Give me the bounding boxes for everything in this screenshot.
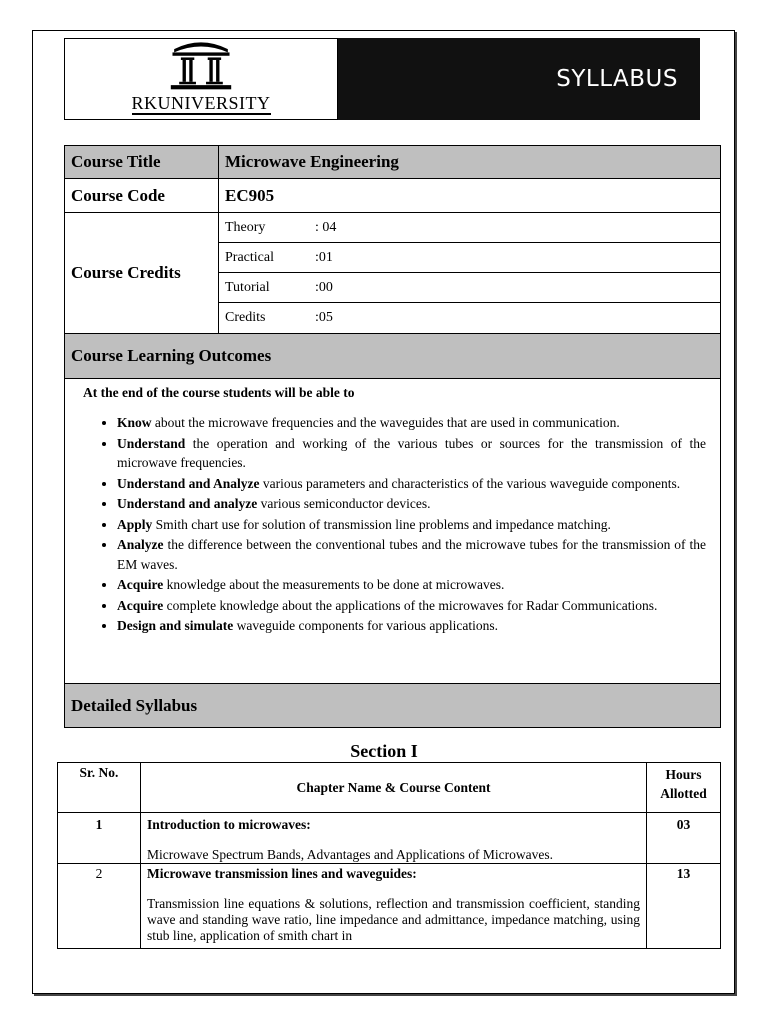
outcome-item: • Understand and analyze various semiconductor devices. (117, 494, 706, 514)
section-title: Section I (350, 741, 418, 761)
detailed-syllabus-heading: Detailed Syllabus (65, 684, 721, 728)
row-chapter (141, 813, 647, 864)
outcome-item: • Apply Smith chart use for solution of transmission line problems and impedance matching. (117, 515, 706, 535)
course-title-value: Microwave Engineering (219, 146, 721, 179)
row-sr: 2 (58, 864, 141, 949)
section-table-header (58, 763, 721, 813)
chapter-content: Microwave Spectrum Bands, Advantages and Applications of Microwaves. (147, 847, 554, 862)
row-sr: 1 (58, 813, 141, 864)
outcome-item: • Know about the microwave frequencies and the waveguides that are used in communication. (117, 413, 706, 433)
col-chapter: Chapter Name & Course Content (141, 763, 647, 813)
credit-theory: Theory : 04 (219, 213, 721, 243)
course-code-row (65, 179, 721, 213)
detailed-syllabus-row (65, 684, 721, 728)
outcome-item: • Acquire knowledge about the measurements to be done at microwaves. (117, 575, 706, 595)
col-sr-no: Sr. No. (58, 763, 141, 813)
table-row (58, 813, 721, 864)
pillars-logo-icon (161, 39, 241, 91)
chapter-title: Introduction to microwaves: (147, 817, 311, 832)
credit-practical: Practical :01 (219, 243, 721, 273)
table-row (58, 864, 721, 949)
credit-row (65, 213, 721, 243)
outcomes-row (65, 379, 721, 684)
logo-text: RKUNIVERSITY (131, 93, 271, 113)
credit-tutorial: Tutorial :00 (219, 273, 721, 303)
outcome-item: • Acquire complete knowledge about the applications of the microwaves for Radar Communications. (117, 596, 706, 616)
university-logo (64, 38, 338, 120)
outcomes-heading: Course Learning Outcomes (65, 334, 721, 379)
course-code-label: Course Code (65, 179, 219, 213)
outcome-item: • Understand the operation and working of the various tubes or sources for the transmission of the microwave frequencies. (117, 434, 706, 473)
credit-total: Credits :05 (219, 303, 721, 334)
outcome-item: • Design and simulate waveguide components for various applications. (117, 616, 706, 636)
page-header (64, 38, 700, 120)
course-code-value: EC905 (219, 179, 721, 213)
course-title-row (65, 146, 721, 179)
chapter-content: Transmission line equations & solutions, reflection and transmission coefficient, standing wave and standing wave ratio, line impedance and admittance, impedance matching, using stub line, application of smith chart in (147, 896, 640, 943)
section-table (57, 762, 721, 949)
outcomes-list (79, 413, 706, 636)
outcome-item: • Analyze the difference between the conventional tubes and the microwave tubes for the transmission of the EM waves. (117, 535, 706, 574)
row-hours: 03 (647, 813, 721, 864)
outcomes-intro: At the end of the course students will be able to (83, 385, 355, 400)
row-hours: 13 (647, 864, 721, 949)
row-chapter (141, 864, 647, 949)
outcomes-content (65, 379, 721, 684)
outcome-item: • Understand and Analyze various parameters and characteristics of the various waveguide components. (117, 474, 706, 494)
col-hours: Hours Allotted (647, 763, 721, 813)
outcomes-heading-row (65, 334, 721, 379)
syllabus-banner: SYLLABUS (338, 38, 700, 120)
course-info-table (64, 145, 721, 728)
chapter-title: Microwave transmission lines and waveguides: (147, 866, 417, 881)
course-title-label: Course Title (65, 146, 219, 179)
course-credits-label: Course Credits (65, 213, 219, 334)
